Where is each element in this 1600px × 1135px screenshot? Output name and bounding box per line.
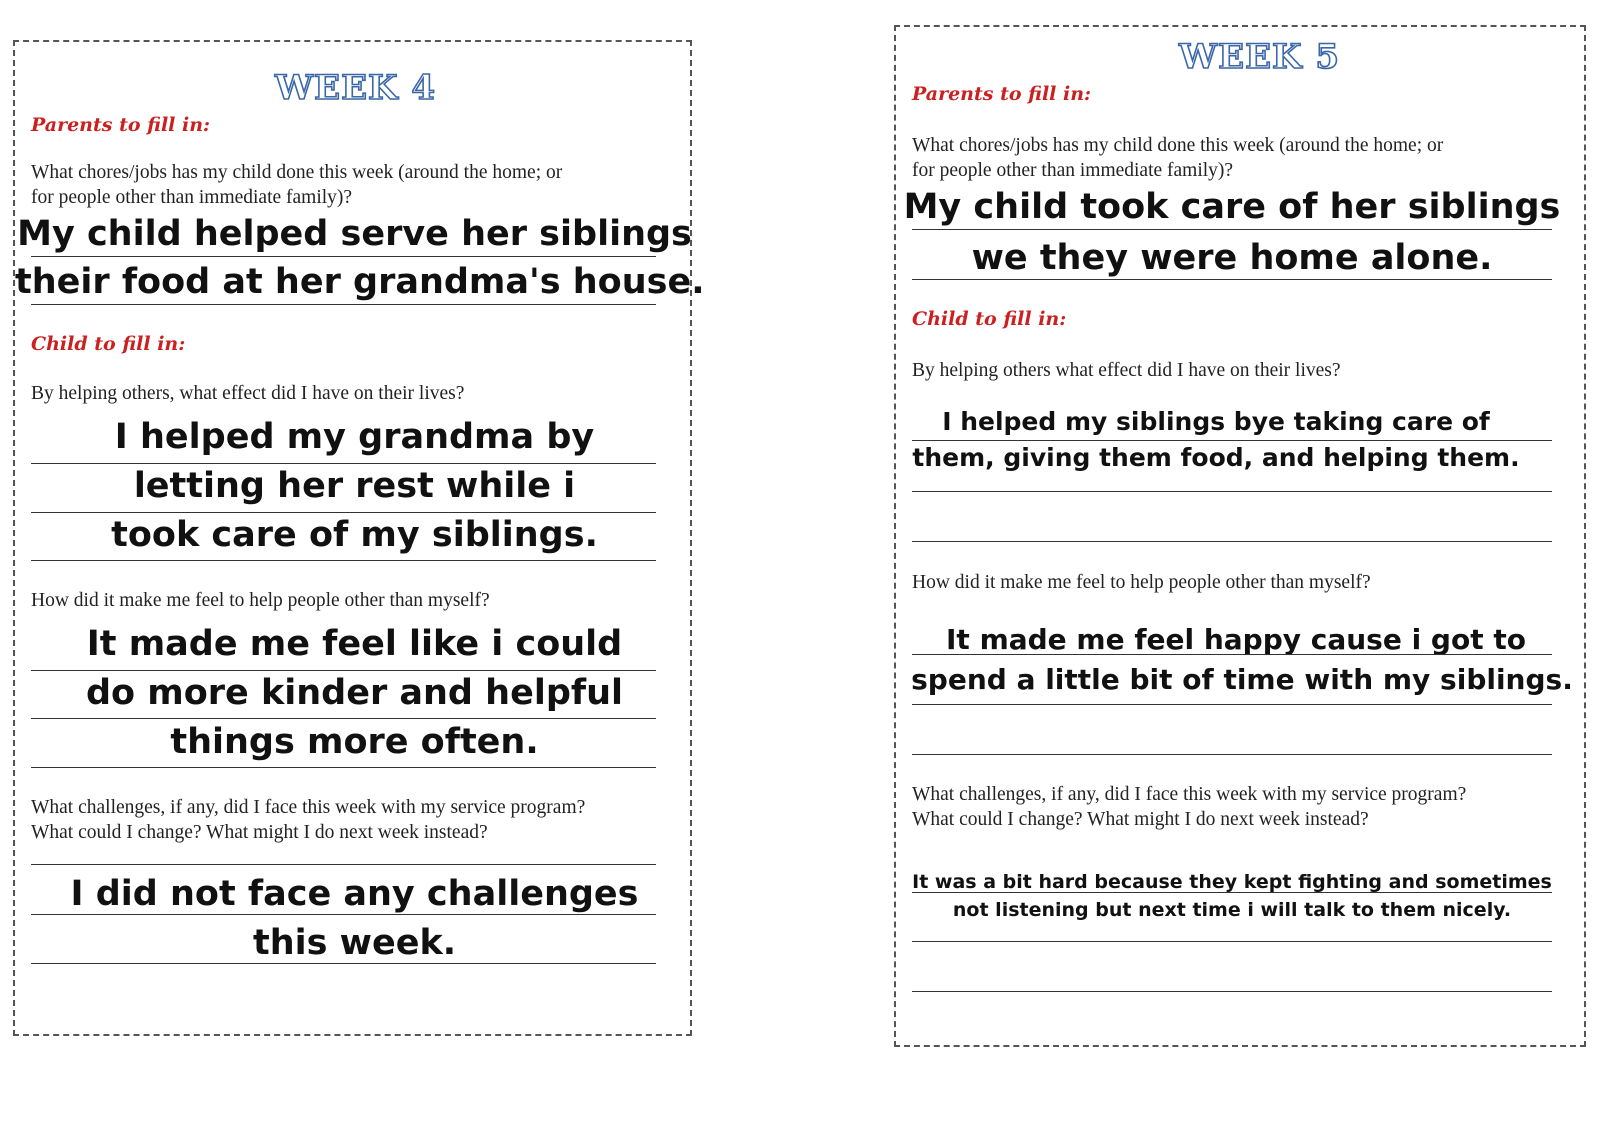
answer-rule (912, 754, 1552, 755)
challenges-question-line-2: What could I change? What might I do next week instead? (912, 809, 1369, 830)
feel-answer-line-1: It made me feel like i could (86, 624, 623, 664)
effect-answer-line-1: I helped my siblings bye taking care of (942, 407, 1490, 436)
challenges-answer-line-1: It was a bit hard because they kept fighting and sometimes (912, 871, 1552, 893)
chores-question-line-1: What chores/jobs has my child done this week (around the home; or (912, 135, 1444, 156)
effect-answer-line-2: letting her rest while i (133, 466, 576, 506)
answer-rule (31, 963, 656, 964)
answer-rule (912, 229, 1552, 230)
child-label: Child to fill in: (31, 333, 186, 355)
chores-answer-line-2: we they were home alone. (971, 238, 1493, 278)
answer-rule (31, 670, 656, 671)
answer-rule (912, 892, 1552, 893)
chores-question-line-2: for people other than immediate family)? (912, 160, 1234, 181)
effect-question: By helping others what effect did I have on their lives? (912, 360, 1341, 381)
effect-question: By helping others, what effect did I have on their lives? (31, 383, 465, 404)
week-4-worksheet (13, 40, 705, 1036)
answer-rule (31, 560, 656, 561)
answer-rule (912, 991, 1552, 992)
challenges-answer-line-2: not listening but next time i will talk to them nicely. (952, 899, 1512, 921)
answer-rule (31, 767, 656, 768)
chores-answer-line-2: their food at her grandma's house. (15, 262, 705, 302)
challenges-answer-line-2: this week. (252, 923, 457, 963)
answer-rule (31, 512, 656, 513)
feel-question: How did it make me feel to help people other than myself? (31, 590, 490, 611)
effect-answer-line-2: them, giving them food, and helping them. (912, 443, 1520, 472)
answer-rule (912, 440, 1552, 441)
challenges-question-line-1: What challenges, if any, did I face this week with my service program? (912, 784, 1467, 805)
effect-answer-line-1: I helped my grandma by (114, 417, 595, 457)
answer-rule (31, 304, 656, 305)
feel-answer-line-1: It made me feel happy cause i got to (946, 623, 1526, 656)
feel-question: How did it make me feel to help people other than myself? (912, 572, 1371, 593)
parents-label: Parents to fill in: (31, 114, 211, 136)
answer-rule (912, 704, 1552, 705)
feel-answer-line-3: things more often. (170, 722, 539, 762)
chores-answer-line-1: My child took care of her siblings (903, 187, 1561, 227)
child-label: Child to fill in: (912, 308, 1067, 330)
week-5-worksheet (894, 25, 1586, 1047)
answer-rule (31, 256, 656, 257)
feel-answer-line-2: do more kinder and helpful (85, 673, 624, 713)
challenges-question-line-2: What could I change? What might I do next week instead? (31, 822, 488, 843)
answer-rule (31, 463, 656, 464)
answer-rule (912, 654, 1552, 655)
answer-rule (912, 941, 1552, 942)
effect-answer-line-3: took care of my siblings. (111, 515, 598, 555)
challenges-question-line-1: What challenges, if any, did I face this week with my service program? (31, 797, 586, 818)
answer-rule (31, 864, 656, 865)
answer-rule (31, 914, 656, 915)
week-4-title: WEEK 4 (275, 68, 437, 108)
chores-answer-line-1: My child helped serve her siblings (17, 214, 692, 254)
chores-question-line-2: for people other than immediate family)? (31, 187, 353, 208)
answer-rule (912, 279, 1552, 280)
answer-rule (912, 541, 1552, 542)
challenges-answer-line-1: I did not face any challenges (70, 874, 639, 914)
chores-question-line-1: What chores/jobs has my child done this week (around the home; or (31, 162, 563, 183)
parents-label: Parents to fill in: (912, 83, 1092, 105)
answer-rule (912, 491, 1552, 492)
feel-answer-line-2: spend a little bit of time with my siblings. (911, 663, 1573, 696)
answer-rule (31, 718, 656, 719)
week-5-title: WEEK 5 (1179, 37, 1341, 77)
